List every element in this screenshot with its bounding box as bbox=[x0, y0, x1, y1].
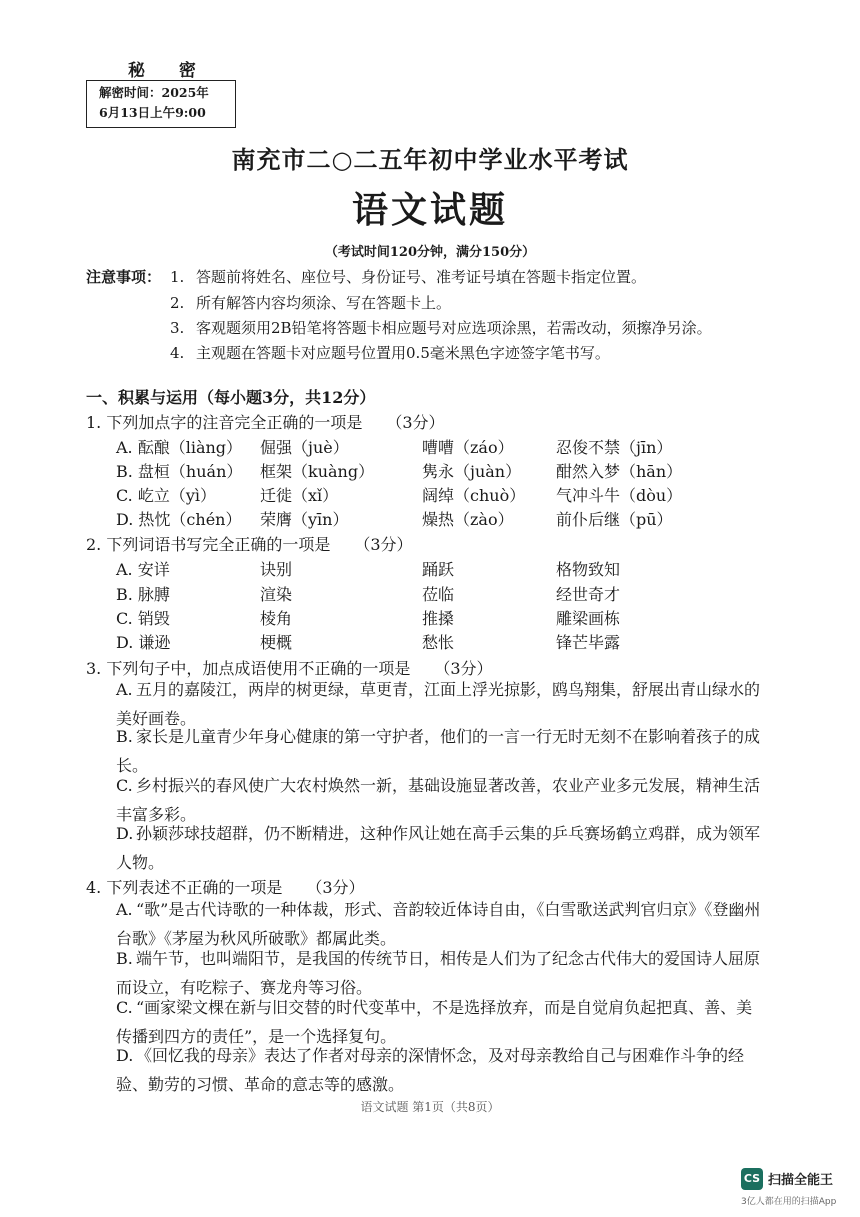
q2-option-cell: C. 销毁 bbox=[116, 609, 170, 628]
q1-option-cell: 前仆后继（pū） bbox=[556, 510, 673, 529]
note-text: 所有解答内容均须涂、写在答题卡上。 bbox=[196, 294, 452, 312]
q1-option-cell: 嘈嘈（záo） bbox=[422, 438, 514, 457]
question-2-stem bbox=[86, 532, 413, 555]
exam-title: 南充市二○二五年初中学业水平考试 bbox=[231, 145, 629, 174]
option-label: A. bbox=[116, 680, 133, 699]
option-text: 乡村振兴的春风使广大农村焕然一新，基础设施显著改善，农业产业多元发展，精神生活丰富多彩。 bbox=[116, 776, 761, 824]
q2-option-cell: 踊跃 bbox=[422, 560, 455, 579]
declassification-box bbox=[86, 80, 236, 128]
option-label: D. bbox=[116, 824, 134, 843]
question-score: （3分） bbox=[306, 878, 365, 897]
q1-option-cell: 荣膺（yīn） bbox=[260, 510, 349, 529]
q2-option-cell: 锋芒毕露 bbox=[556, 633, 621, 652]
q3-option bbox=[116, 819, 766, 877]
question-1-stem bbox=[86, 410, 445, 433]
note-item bbox=[170, 342, 610, 363]
q1-option-cell: 框架（kuàng） bbox=[260, 462, 375, 481]
q2-option-cell: 雕梁画栋 bbox=[556, 609, 621, 628]
question-score: （3分） bbox=[354, 535, 413, 554]
q2-option-cell: 莅临 bbox=[422, 585, 455, 604]
question-score: （3分） bbox=[434, 659, 493, 678]
secret-label: 秘 密 bbox=[128, 61, 210, 81]
note-text: 答题前将姓名、座位号、身份证号、准考证号填在答题卡指定位置。 bbox=[196, 268, 647, 286]
note-number: 2. bbox=[170, 294, 185, 312]
q2-option-cell: D. 谦逊 bbox=[116, 633, 171, 652]
option-text: “歌”是古代诗歌的一种体裁，形式、音韵较近体诗自由，《白雪歌送武判官归京》《登幽州台歌》《茅屋为秋风所破歌》都属此类。 bbox=[116, 900, 761, 948]
q1-option-cell: 酣然入梦（hān） bbox=[556, 462, 683, 481]
note-number: 3. bbox=[170, 319, 185, 337]
q1-option-cell: 燥热（zào） bbox=[422, 510, 514, 529]
q2-option-cell: 格物致知 bbox=[556, 560, 621, 579]
question-text: 2. 下列词语书写完全正确的一项是 bbox=[86, 535, 331, 554]
option-text: 家长是儿童青少年身心健康的第一守护者，他们的一言一行无时无刻不在影响着孩子的成长。 bbox=[116, 727, 761, 775]
option-label: B. bbox=[116, 727, 133, 746]
q2-option-cell: 推搡 bbox=[422, 609, 455, 628]
option-label: A. bbox=[116, 900, 133, 919]
q4-option bbox=[116, 1041, 766, 1099]
q2-option-cell: 棱角 bbox=[260, 609, 293, 628]
q1-option-cell: 隽永（juàn） bbox=[422, 462, 522, 481]
exam-duration-info: （考试时间120分钟，满分150分） bbox=[324, 245, 536, 260]
note-number: 4. bbox=[170, 344, 185, 362]
notes-label: 注意事项： bbox=[86, 268, 162, 286]
option-text: 孙颖莎球技超群，仍不断精进，这种作风让她在高手云集的乒乓赛场鹤立鸡群，成为领军人物。 bbox=[116, 824, 761, 872]
camscanner-name: 扫描全能王 bbox=[768, 1173, 834, 1188]
q1-option-cell: A. 酝酿（liàng） bbox=[116, 438, 243, 457]
q1-option-cell: B. 盘桓（huán） bbox=[116, 462, 243, 481]
q2-option-cell: A. 安详 bbox=[116, 560, 170, 579]
note-item bbox=[170, 266, 646, 287]
question-text: 1. 下列加点字的注音完全正确的一项是 bbox=[86, 413, 363, 432]
q1-option-cell: 阔绰（chuò） bbox=[422, 486, 526, 505]
q1-option-cell: 倔强（juè） bbox=[260, 438, 349, 457]
q1-option-cell: D. 热忱（chén） bbox=[116, 510, 242, 529]
q1-option-cell: 迁徙（xǐ） bbox=[260, 486, 339, 505]
option-text: 端午节，也叫端阳节，是我国的传统节日，相传是人们为了纪念古代伟大的爱国诗人屈原而设立，有吃粽子、赛龙舟等习俗。 bbox=[116, 949, 761, 997]
section-heading: 一、积累与运用（每小题3分，共12分） bbox=[86, 388, 376, 407]
option-label: B. bbox=[116, 949, 133, 968]
declass-time-line2: 6月13日上午9:00 bbox=[99, 105, 206, 120]
exam-subject: 语文试题 bbox=[351, 189, 508, 231]
note-text: 客观题须用2B铅笔将答题卡相应题号对应选项涂黑，若需改动，须擦净另涂。 bbox=[196, 319, 712, 337]
question-score: （3分） bbox=[386, 413, 445, 432]
q2-option-cell: 梗概 bbox=[260, 633, 293, 652]
note-item bbox=[170, 292, 451, 313]
camscanner-logo-icon: CS bbox=[741, 1168, 763, 1190]
camscanner-tagline: 3亿人都在用的扫描App bbox=[741, 1197, 837, 1207]
page-footer: 语文试题 第1页（共8页） bbox=[360, 1100, 500, 1114]
q2-option-cell: 经世奇才 bbox=[556, 585, 621, 604]
q2-option-cell: 诀别 bbox=[260, 560, 293, 579]
option-label: D. bbox=[116, 1046, 134, 1065]
question-text: 3. 下列句子中，加点成语使用不正确的一项是 bbox=[86, 659, 411, 678]
note-item bbox=[170, 317, 712, 338]
option-label: C. bbox=[116, 998, 133, 1017]
q2-option-cell: B. 脉膊 bbox=[116, 585, 170, 604]
q1-option-cell: 气冲斗牛（dòu） bbox=[556, 486, 683, 505]
q1-option-cell: C. 屹立（yì） bbox=[116, 486, 217, 505]
q1-option-cell: 忍俊不禁（jīn） bbox=[556, 438, 673, 457]
question-text: 4. 下列表述不正确的一项是 bbox=[86, 878, 283, 897]
option-text: 五月的嘉陵江，两岸的树更绿，草更青，江面上浮光掠影，鸥鸟翔集，舒展出青山绿水的美好画卷。 bbox=[116, 680, 761, 728]
option-label: C. bbox=[116, 776, 133, 795]
note-text: 主观题在答题卡对应题号位置用0.5毫米黑色字迹签字笔书写。 bbox=[196, 344, 610, 362]
declass-time-line1: 解密时间：2025年 bbox=[99, 85, 209, 100]
option-text: “画家梁文棵在新与旧交替的时代变革中，不是选择放弃，而是自觉肩负起把真、善、美传播到四方的责任”，是一个选择复句。 bbox=[116, 998, 753, 1046]
q2-option-cell: 渲染 bbox=[260, 585, 293, 604]
note-number: 1. bbox=[170, 268, 185, 286]
option-text: 《回忆我的母亲》表达了作者对母亲的深情怀念，及对母亲教给自己与困难作斗争的经验、勤劳的习惯、革命的意志等的感激。 bbox=[116, 1046, 745, 1094]
q2-option-cell: 愁怅 bbox=[422, 633, 455, 652]
